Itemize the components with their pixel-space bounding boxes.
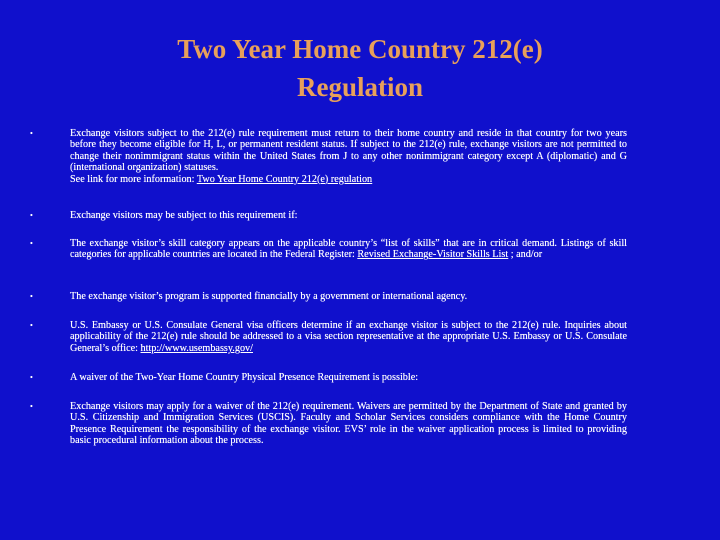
usembassy-link[interactable]: http://www.usembassy.gov/: [140, 342, 253, 354]
slide-title-line-2: Regulation: [296, 72, 423, 102]
bullet-body: [70, 372, 627, 383]
bullet-text-more-info: See link for more information:: [70, 173, 197, 185]
bullet-tail: ; and/or: [508, 249, 543, 261]
bullet-body: [70, 238, 627, 261]
bullet-text: The exchange visitor’s skill category appears on the applicable country’s “list of skills” that are in critical demand. Listings of skill categories for applicable countries are located in the Federal Register:: [70, 238, 627, 261]
bullet-dot: •: [30, 129, 33, 138]
regulation-link[interactable]: Two Year Home Country 212(e) regulation: [196, 173, 373, 185]
skills-list-link[interactable]: Revised Exchange-Visitor Skills List: [357, 249, 509, 261]
bullet-body: [70, 210, 627, 221]
bullet-text: U.S. Embassy or U.S. Consulate General visa officers determine if an exchange visitor is subject to the 212(e) rule. Inquiries about applicability of the 212(e) rule should be addressed to a visa section representative at the appropriate U.S. Embassy or U.S. Consulate General’s office:: [70, 320, 627, 354]
slide-title-line-1: Two Year Home Country 212(e): [177, 34, 543, 64]
bullet-dot: •: [30, 402, 33, 411]
bullet-text: A waiver of the Two-Year Home Country Physical Presence Requirement is possible:: [70, 372, 419, 383]
bullet-dot: •: [30, 211, 33, 220]
slide-title: [0, 30, 720, 106]
bullet-text: Exchange visitors subject to the 212(e) rule requirement must return to their home country and reside in that country for two years before they become eligible for H, L, or permanent resident status. If subject to the 212(e) rule, exchange visitors are not permitted to change their nonimmigrant status within the United States from J to any other nonimmigrant category except A (diplomatic) and G (international organization) statuses.: [70, 128, 627, 174]
bullet-body: [70, 128, 627, 185]
bullet-body: [70, 291, 627, 302]
bullet-text: Exchange visitors may apply for a waiver of the 212(e) requirement. Waivers are permitted by the Department of State and granted by U.S. Citizenship and Immigration Services (USCIS). Faculty and Scholar Services considers compliance with the Home Country Presence Requirement the responsibility of the exchange visitor. EVS’ role in the waiver application process is limited to providing basic procedural information about the process.: [70, 401, 627, 447]
bullet-text: The exchange visitor’s program is supported financially by a government or international agency.: [70, 291, 468, 302]
bullet-dot: •: [30, 239, 33, 248]
bullet-body: [70, 401, 627, 447]
bullet-dot: •: [30, 292, 33, 301]
bullet-dot: •: [30, 321, 33, 330]
bullet-body: [70, 320, 627, 354]
bullet-dot: •: [30, 373, 33, 382]
bullet-text: Exchange visitors may be subject to this requirement if:: [70, 210, 298, 221]
